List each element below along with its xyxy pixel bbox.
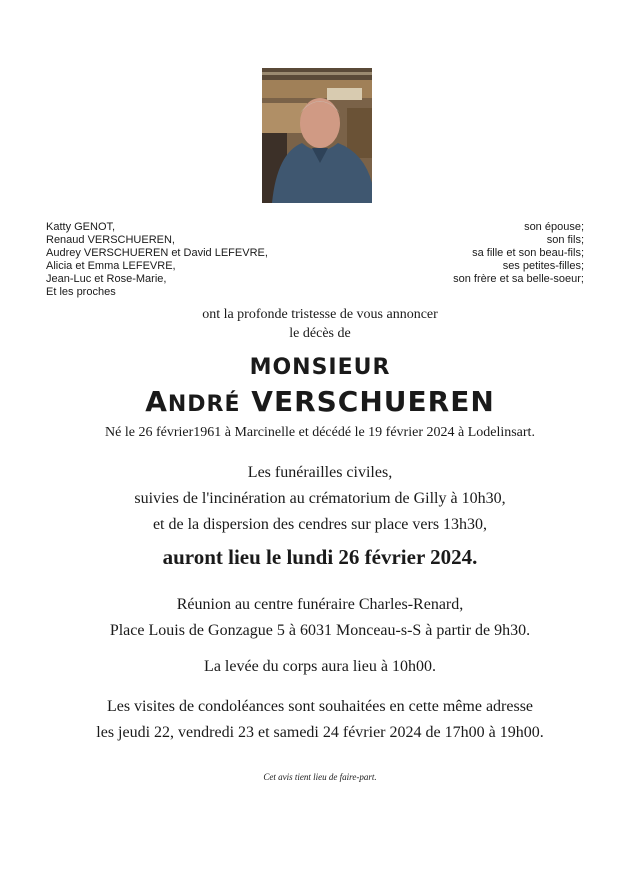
- family-row: [46, 221, 584, 234]
- family-relation: son épouse;: [524, 221, 584, 233]
- family-row: [46, 286, 584, 299]
- funeral-date: auront lieu le lundi 26 février 2024.: [162, 545, 478, 569]
- family-name: Renaud VERSCHUEREN,: [46, 234, 175, 246]
- family-relation: son frère et sa belle-soeur;: [453, 273, 584, 285]
- deceased-name: [0, 385, 640, 418]
- visits-line-2: les jeudi 22, vendredi 23 et samedi 24 février 2024 de 17h00 à 19h00.: [96, 724, 544, 741]
- family-relation: ses petites-filles;: [502, 260, 584, 272]
- family-name: Audrey VERSCHUEREN et David LEFEVRE,: [46, 247, 268, 259]
- family-row: [46, 247, 584, 260]
- family-row: [46, 260, 584, 273]
- visits-line-1: Les visites de condoléances sont souhaitées en cette même adresse: [106, 698, 534, 715]
- family-name: Katty GENOT,: [46, 221, 116, 233]
- visits-details: [0, 694, 640, 746]
- birth-death-line: Né le 26 février1961 à Marcinelle et décédé le 19 février 2024 à Lodelinsart.: [105, 425, 535, 440]
- intro-line-2: le décès de: [289, 326, 351, 341]
- portrait-photo: [262, 68, 372, 203]
- funeral-line-3: et de la dispersion des cendres sur place vers 13h30,: [152, 516, 488, 533]
- family-relation: sa fille et son beau-fils;: [472, 247, 584, 259]
- first-name-rest: NDRÉ: [167, 392, 241, 417]
- funeral-line-2: suivies de l'incinération au crématorium de Gilly à 10h30,: [134, 490, 506, 507]
- family-name: Alicia et Emma LEFEVRE,: [46, 260, 176, 272]
- footer-note: Cet avis tient lieu de faire-part.: [263, 772, 377, 782]
- family-name: Et les proches: [46, 286, 116, 298]
- first-name-initial: A: [145, 385, 168, 418]
- last-name: VERSCHUEREN: [251, 385, 495, 418]
- family-name: Jean-Luc et Rose-Marie,: [46, 273, 167, 285]
- family-relation: son fils;: [546, 234, 584, 246]
- intro-line-1: ont la profonde tristesse de vous annoncer: [202, 307, 438, 322]
- family-row: [46, 273, 584, 286]
- funeral-line-1: Les funérailles civiles,: [247, 464, 393, 481]
- reunion-line-2: Place Louis de Gonzague 5 à 6031 Monceau-s-S à partir de 9h30.: [109, 622, 531, 639]
- announcement-intro: [0, 305, 640, 343]
- reunion-line-1: Réunion au centre funéraire Charles-Renard,: [176, 596, 464, 613]
- family-row: [46, 234, 584, 247]
- honorific: MONSIEUR: [249, 355, 391, 380]
- family-list: [46, 221, 584, 299]
- reunion-details: [0, 592, 640, 644]
- portrait-image: [262, 68, 372, 203]
- levee-line: La levée du corps aura lieu à 10h00.: [204, 658, 436, 675]
- funeral-details: [0, 460, 640, 538]
